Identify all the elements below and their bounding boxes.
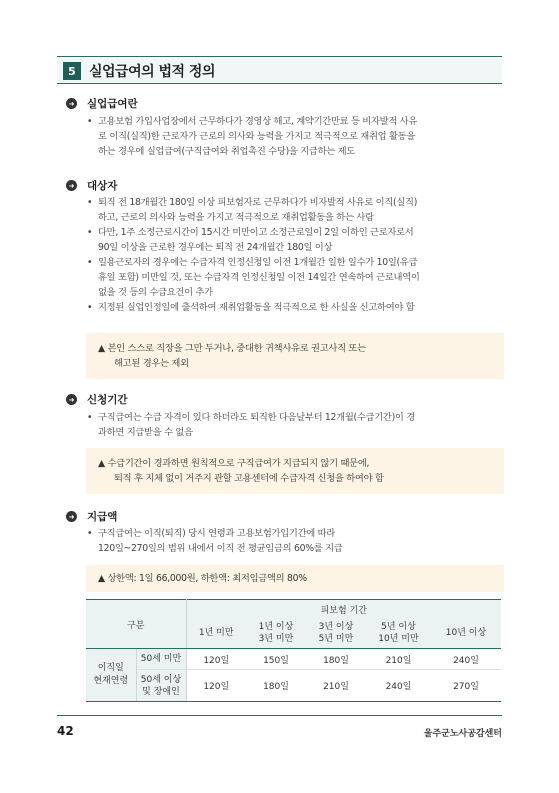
note-line: ▲ 상한액: 1일 66,000원, 하한액: 최저임금액의 80% [98,573,307,584]
column-header: 3년 이상 5년 미만 [306,619,366,649]
column-header: 5년 이상 10년 미만 [366,619,431,649]
period-list [86,410,504,440]
subhead-eligibility [66,178,117,193]
arrow-circle-icon: ➜ [66,98,77,109]
organization-name: 울주군노사공감센터 [423,729,502,739]
amount-note [86,565,504,592]
column-header: 1년 이상 3년 미만 [246,619,306,649]
definition-list [86,114,504,159]
eligibility-list [86,195,504,315]
eligibility-note [86,333,504,379]
table-cell: 270일 [431,670,501,702]
subhead-definition [66,96,138,111]
table-cell: 240일 [431,649,501,670]
section-header [57,59,502,84]
table-cell: 180일 [246,670,306,702]
table-cell: 120일 [186,670,246,702]
subhead-definition-text: 실업급여란 [87,98,138,110]
list-item: • 구직급여는 수급 자격이 있다 하더라도 퇴직한 다음날부터 12개월(수급기간)이 경 과하면 지급받을 수 없음 [86,410,504,440]
list-item: • 퇴직 전 18개월간 180일 이상 피보험자로 근무하다가 비자발적 사유로 이직(실직) 하고, 근로의 의사와 능력을 가지고 적극적으로 재취업활동을 하는 사람 [86,195,504,225]
table-cell: 210일 [366,649,431,670]
subhead-amount [66,509,117,524]
table-cell: 120일 [186,649,246,670]
footer-rule [57,715,502,716]
arrow-circle-icon: ➜ [66,511,77,522]
list-item: • 구직급여는 이직(퇴직) 당시 연령과 고용보험가입기간에 따라 120일~270일의 범위 내에서 이직 전 평균임금의 60%를 지급 [86,526,504,556]
amount-list [86,526,504,556]
page-number: 42 [57,724,74,738]
arrow-circle-icon: ➜ [66,394,77,405]
note-line: 퇴직 후 지체 없이 거주지 관할 고용센터에 수급자격 신청을 하여야 함 [114,473,384,484]
list-item: • 지정된 실업인정일에 출석하여 재취업활동을 적극적으로 한 사실을 신고하여야 함 [86,300,504,315]
arrow-circle-icon: ➜ [66,180,77,191]
column-header: 10년 이상 [431,619,501,649]
list-item: • 일용근로자의 경우에는 수급자격 인정신청일 이전 1개월간 일한 일수가 10일(유급 휴일 포함) 미만일 것, 또는 수급자격 인정신청일 이전 14일간 연속하여 근로내역이 없을 것 등의 수급요건이 추가 [86,255,504,300]
row-label: 50세 이상 및 장애인 [136,670,186,702]
top-rule [57,56,502,57]
table-cell: 180일 [306,649,366,670]
row-group-header: 이직일 현재연령 [86,649,136,702]
note-line: ▲ 수급기간이 경과하면 원칙적으로 구직급여가 지급되지 않기 때문에, [98,458,370,469]
row-label: 50세 미만 [136,649,186,670]
table-cell: 240일 [366,670,431,702]
table-corner: 구분 [86,600,186,649]
column-header: 1년 미만 [186,619,246,649]
table-cell: 210일 [306,670,366,702]
benefit-duration-table [86,599,501,702]
subhead-amount-text: 지급액 [87,511,118,523]
subhead-period [66,392,128,407]
table-group-header: 피보험 기간 [186,600,501,619]
subhead-eligibility-text: 대상자 [87,180,118,192]
note-line: 해고된 경우는 제외 [114,358,189,369]
table-cell: 150일 [246,649,306,670]
list-item: • 고용보험 가입사업장에서 근무하다가 경영상 해고, 계약기간만료 등 비자발적 사유 로 이직(실직)한 근로자가 근로의 의사와 능력을 가지고 적극적으로 재취업 활동을 하는 경우에 실업급여(구직급여와 취업촉진 수당)을 지급하는 제도 [86,114,504,159]
list-item: • 다만, 1주 소정근로시간이 15시간 미만이고 소정근로일이 2일 이하인 근로자로서 90일 이상을 근로한 경우에는 퇴직 전 24개월간 180일 이상 [86,225,504,255]
period-note [86,448,504,494]
subhead-period-text: 신청기간 [87,394,128,406]
note-line: ▲ 본인 스스로 직장을 그만 두거나, 중대한 귀책사유로 권고사직 또는 [98,343,366,354]
section-number: 5 [63,62,81,80]
section-title: 실업급여의 법적 정의 [89,64,215,80]
